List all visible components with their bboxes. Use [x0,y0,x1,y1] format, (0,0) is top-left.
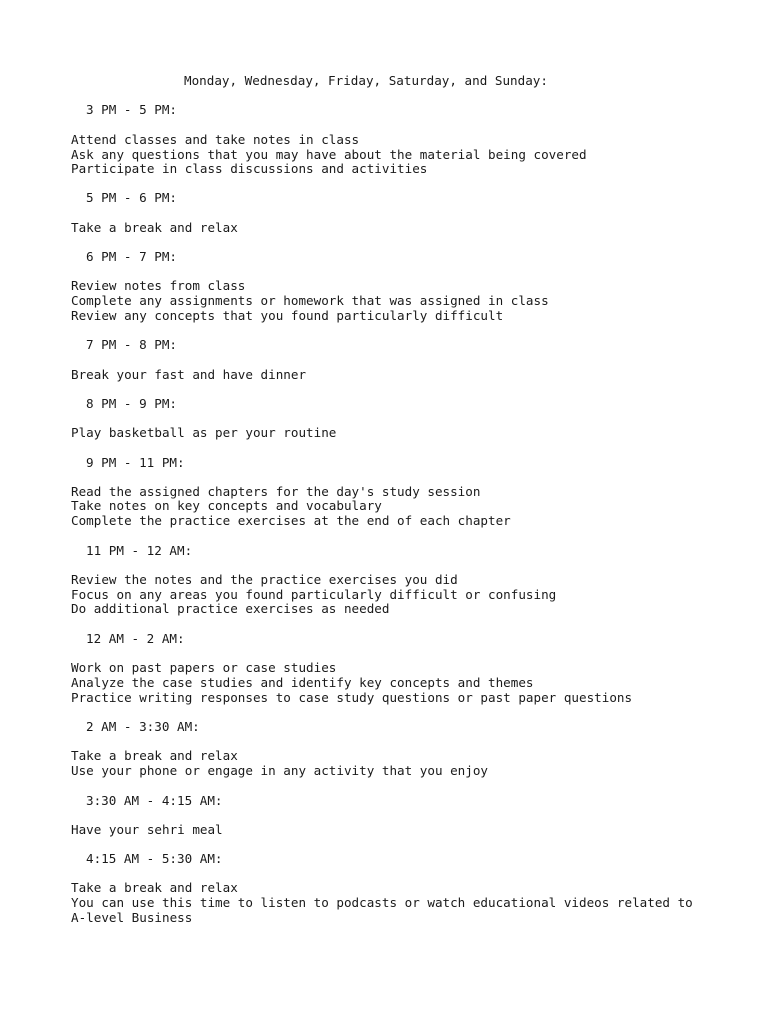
time-slot-heading: 7 PM - 8 PM: [86,337,177,352]
time-slot-heading: 9 PM - 11 PM: [86,455,185,470]
task-line: Use your phone or engage in any activity that you enjoy [71,763,489,778]
task-line: You can use this time to listen to podcasts or watch educational videos related to [71,895,693,910]
task-line: Take a break and relax [71,748,238,763]
task-line: Review notes from class [71,278,246,293]
task-line: Complete any assignments or homework that was assigned in class [71,293,549,308]
task-line: Participate in class discussions and activities [71,161,428,176]
task-line: Review any concepts that you found particularly difficult [71,308,504,323]
time-slot-heading: 4:15 AM - 5:30 AM: [86,851,223,866]
task-line: Attend classes and take notes in class [71,132,360,147]
task-line: Do additional practice exercises as needed [71,601,390,616]
task-line: Take a break and relax [71,220,238,235]
time-slot-heading: 3 PM - 5 PM: [86,102,177,117]
time-slot-heading: 3:30 AM - 4:15 AM: [86,793,223,808]
task-line: Have your sehri meal [71,822,223,837]
task-line: Break your fast and have dinner [71,367,307,382]
task-line: Ask any questions that you may have about the material being covered [71,147,587,162]
time-slot-heading: 12 AM - 2 AM: [86,631,185,646]
task-line: Review the notes and the practice exercises you did [71,572,458,587]
time-slot-heading: 6 PM - 7 PM: [86,249,177,264]
time-slot-heading: 11 PM - 12 AM: [86,543,193,558]
task-line: Read the assigned chapters for the day's study session [71,484,481,499]
task-line: A-level Business [71,910,193,925]
page-heading: Monday, Wednesday, Friday, Saturday, and Sunday: [184,73,548,88]
task-line: Focus on any areas you found particularly difficult or confusing [71,587,557,602]
task-line: Play basketball as per your routine [71,425,337,440]
task-line: Complete the practice exercises at the end of each chapter [71,513,511,528]
time-slot-heading: 5 PM - 6 PM: [86,190,177,205]
task-line: Work on past papers or case studies [71,660,337,675]
task-line: Take a break and relax [71,880,238,895]
task-line: Practice writing responses to case study questions or past paper questions [71,690,633,705]
time-slot-heading: 8 PM - 9 PM: [86,396,177,411]
task-line: Take notes on key concepts and vocabulary [71,498,382,513]
task-line: Analyze the case studies and identify key concepts and themes [71,675,534,690]
time-slot-heading: 2 AM - 3:30 AM: [86,719,200,734]
